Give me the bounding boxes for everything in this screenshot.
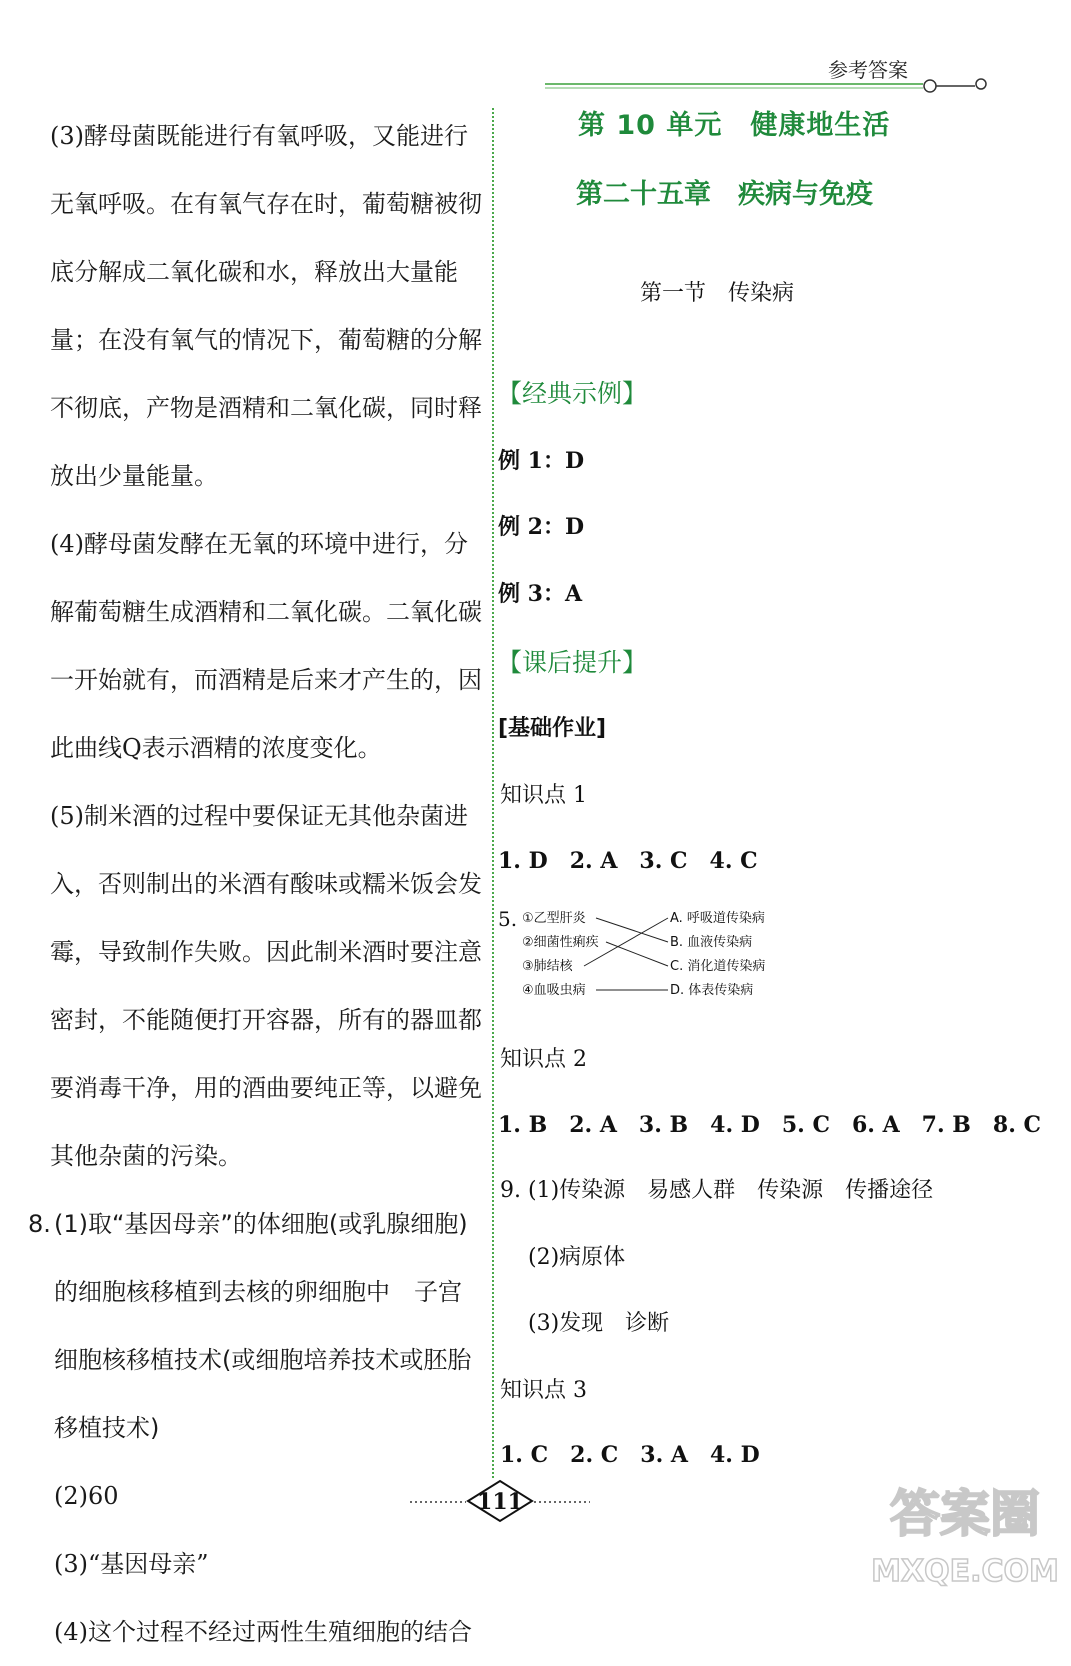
match-right-b: B. 血液传染病 (670, 935, 753, 950)
header-label: 参考答案 (828, 58, 908, 82)
example-2-answer: 例 2：D (498, 514, 585, 540)
question-8-part-3: (3)“基因母亲” (54, 1550, 209, 1578)
question-8-part-2: (2)60 (54, 1482, 119, 1510)
answer-paragraph-5: (5)制米酒的过程中要保证无其他杂菌进入，否则制出的米酒有酸味或糯米饭会发霉，导致制作失败。因此制米酒时要注意密封，不能随便打开容器，所有的器皿都要消毒干净，用的酒曲要纯正等，以避免其他杂菌的污染。 (50, 802, 482, 1170)
question-5-number: 5. (498, 907, 518, 931)
question-9-part-2: (2)病原体 (528, 1245, 626, 1270)
match-left-2: ②细菌性痢疾 (522, 935, 599, 950)
match-left-3: ③肺结核 (522, 959, 573, 974)
unit-title: 第 10 单元 健康地生活 (578, 110, 891, 141)
watermark-top-text: 答案圈 (890, 1485, 1040, 1543)
question-8-part-1: (1)取“基因母亲”的体细胞(或乳腺细胞)的细胞核移植到去核的卵细胞中 子宫 细胞核移植技术(或细胞培养技术或胚胎移植技术) (54, 1210, 486, 1442)
section-title: 第一节 传染病 (640, 281, 795, 306)
kp3-answers: 1. C 2. C 3. A 4. D (500, 1442, 760, 1468)
answer-paragraph-3: (3)酵母菌既能进行有氧呼吸，又能进行无氧呼吸。在有氧气存在时，葡萄糖被彻底分解成二氧化碳和水，释放出大量能量；在没有氧气的情况下，葡萄糖的分解不彻底，产物是酒精和二氧化碳，同时释放出少量能量。 (50, 122, 482, 490)
knowledge-point-1: 知识点 1 (500, 783, 587, 808)
left-column (28, 102, 488, 1666)
kp2-answers: 1. B 2. A 3. B 4. D 5. C 6. A 7. B 8. C (498, 1112, 1042, 1138)
page-number: 111 (477, 1489, 523, 1515)
basic-work-heading: [基础作业] (498, 716, 607, 741)
knowledge-point-2: 知识点 2 (500, 1047, 587, 1072)
example-1-answer: 例 1：D (498, 448, 585, 474)
watermark-bottom-text: MXQE.COM (871, 1554, 1059, 1589)
after-class-heading: 【课后提升】 (497, 648, 648, 677)
example-3-answer: 例 3：A (498, 581, 583, 607)
header-ornament-line (545, 76, 1015, 96)
chapter-title: 第二十五章 疾病与免疫 (576, 179, 873, 210)
page-number-badge (410, 1478, 590, 1524)
question-9-part-3: (3)发现 诊断 (528, 1311, 670, 1336)
match-right-c: C. 消化道传染病 (670, 959, 766, 974)
question-8-part-4: (4)这个过程不经过两性生殖细胞的结合 (54, 1618, 472, 1646)
column-divider (492, 108, 494, 1478)
match-left-1: ①乙型肝炎 (522, 911, 586, 926)
question-8 (28, 1190, 488, 1666)
match-right-a: A. 呼吸道传染病 (670, 911, 765, 926)
kp1-answers: 1. D 2. A 3. C 4. C (498, 848, 758, 874)
match-line-2-c (606, 942, 668, 966)
knowledge-point-3: 知识点 3 (500, 1378, 587, 1403)
matching-diagram (498, 902, 798, 1002)
match-left-4: ④血吸虫病 (522, 983, 586, 998)
question-9-part-1: 9. (1)传染源 易感人群 传染源 传播途径 (500, 1178, 934, 1203)
classic-examples-heading: 【经典示例】 (497, 379, 648, 408)
watermark-logo (870, 1475, 1060, 1595)
question-8-number: 8. (28, 1210, 51, 1238)
answer-paragraph-4: (4)酵母菌发酵在无氧的环境中进行，分解葡萄糖生成酒精和二氧化碳。二氧化碳一开始就有，而酒精是后来才产生的，因此曲线Q表示酒精的浓度变化。 (50, 530, 482, 762)
match-right-d: D. 体表传染病 (670, 983, 754, 998)
